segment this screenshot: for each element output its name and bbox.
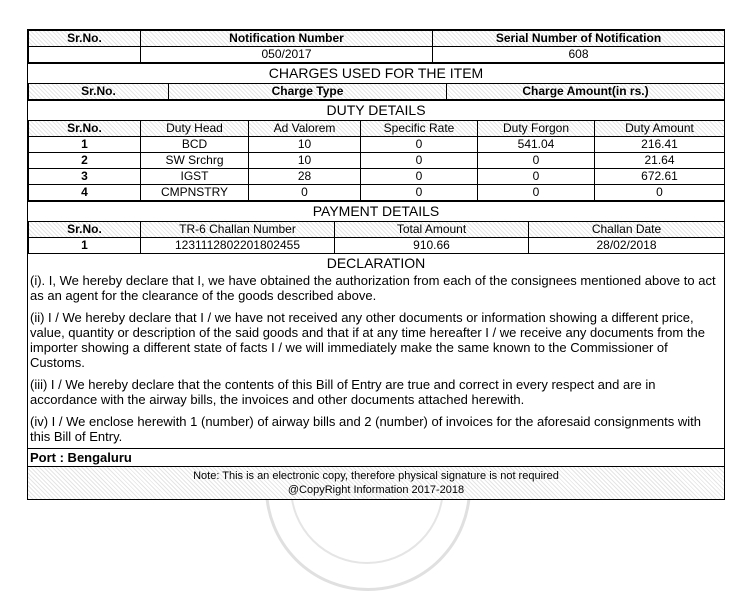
duty-srno: 4: [29, 185, 141, 201]
document-page: [27, 29, 725, 500]
payment-header-total: Total Amount: [335, 222, 529, 238]
charges-amount-header: Charge Amount(in rs.): [447, 84, 725, 100]
payment-header-challan: TR-6 Challan Number: [141, 222, 335, 238]
duty-title: DUTY DETAILS: [28, 100, 724, 120]
notification-serial-header: Serial Number of Notification: [433, 31, 725, 47]
duty-specific: 0: [361, 137, 478, 153]
payment-table: [28, 221, 725, 254]
duty-forgon: 0: [478, 185, 595, 201]
payment-title: PAYMENT DETAILS: [28, 201, 724, 221]
payment-srno: 1: [29, 238, 141, 254]
footer-note: [28, 466, 724, 499]
duty-header-head: Duty Head: [141, 121, 249, 137]
duty-advalorem: 28: [249, 169, 361, 185]
table-row: [29, 185, 725, 201]
declaration-paragraph: (iii) I / We hereby declare that the contents of this Bill of Entry are true and correct in every respect and are in accordance with the airway bills, the invoices and other documents attached herewith.: [30, 377, 656, 407]
table-row: [29, 169, 725, 185]
duty-srno: 2: [29, 153, 141, 169]
declaration-paragraph: (iv) I / We enclose herewith 1 (number) of airway bills and 2 (number) of invoices for the aforesaid consignments with this Bill of Entry.: [30, 414, 701, 444]
duty-forgon: 0: [478, 169, 595, 185]
duty-amount: 216.41: [595, 137, 725, 153]
duty-srno: 3: [29, 169, 141, 185]
notification-table: [28, 30, 725, 63]
duty-head: CMPNSTRY: [141, 185, 249, 201]
duty-advalorem: 0: [249, 185, 361, 201]
charges-table: [28, 83, 725, 100]
table-row: [29, 137, 725, 153]
charges-title: CHARGES USED FOR THE ITEM: [28, 63, 724, 83]
payment-challan-date: 28/02/2018: [529, 238, 725, 254]
footer-note-text: Note: This is an electronic copy, therefore physical signature is not required: [193, 470, 559, 482]
duty-advalorem: 10: [249, 153, 361, 169]
duty-amount: 0: [595, 185, 725, 201]
notification-serial-value: 608: [433, 47, 725, 63]
footer-copyright: @CopyRight Information 2017-2018: [287, 484, 465, 496]
port-label: Port : Bengaluru: [28, 448, 724, 466]
charges-srno-header: Sr.No.: [29, 84, 169, 100]
table-row: [29, 153, 725, 169]
payment-header-srno: Sr.No.: [29, 222, 141, 238]
charges-type-header: Charge Type: [169, 84, 447, 100]
duty-header-specific: Specific Rate: [361, 121, 478, 137]
payment-total-amount: 910.66: [335, 238, 529, 254]
duty-advalorem: 10: [249, 137, 361, 153]
duty-srno: 1: [29, 137, 141, 153]
declaration-paragraph: (ii) I / We hereby declare that I / we have not received any other documents or information showing a different price, value, quantity or description of the said goods and that if at any time hereafter I / we receive any documents from the importer showing a different state of facts I / we will immediately make the same known to the Commissioner of Customs.: [30, 310, 705, 370]
notification-number-header: Notification Number: [141, 31, 433, 47]
notification-srno-header: Sr.No.: [29, 31, 141, 47]
declaration-paragraph: (i). I, We hereby declare that I, we have obtained the authorization from each of the consignees mentioned above to act as an agent for the clearance of the goods described above.: [30, 273, 716, 303]
duty-amount: 672.61: [595, 169, 725, 185]
notification-number-value: 050/2017: [141, 47, 433, 63]
payment-challan-number: 1231112802201802455: [141, 238, 335, 254]
duty-head: IGST: [141, 169, 249, 185]
duty-header-forgon: Duty Forgon: [478, 121, 595, 137]
duty-header-amount: Duty Amount: [595, 121, 725, 137]
declaration-body: [28, 273, 724, 444]
declaration-title: DECLARATION: [326, 255, 426, 271]
duty-forgon: 0: [478, 153, 595, 169]
duty-header-advalorem: Ad Valorem: [249, 121, 361, 137]
duty-amount: 21.64: [595, 153, 725, 169]
duty-head: BCD: [141, 137, 249, 153]
duty-specific: 0: [361, 153, 478, 169]
payment-header-date: Challan Date: [529, 222, 725, 238]
duty-specific: 0: [361, 185, 478, 201]
table-row: [29, 238, 725, 254]
duty-table: [28, 120, 725, 201]
notification-srno-cell: [29, 47, 141, 63]
duty-forgon: 541.04: [478, 137, 595, 153]
duty-head: SW Srchrg: [141, 153, 249, 169]
duty-specific: 0: [361, 169, 478, 185]
duty-header-srno: Sr.No.: [29, 121, 141, 137]
